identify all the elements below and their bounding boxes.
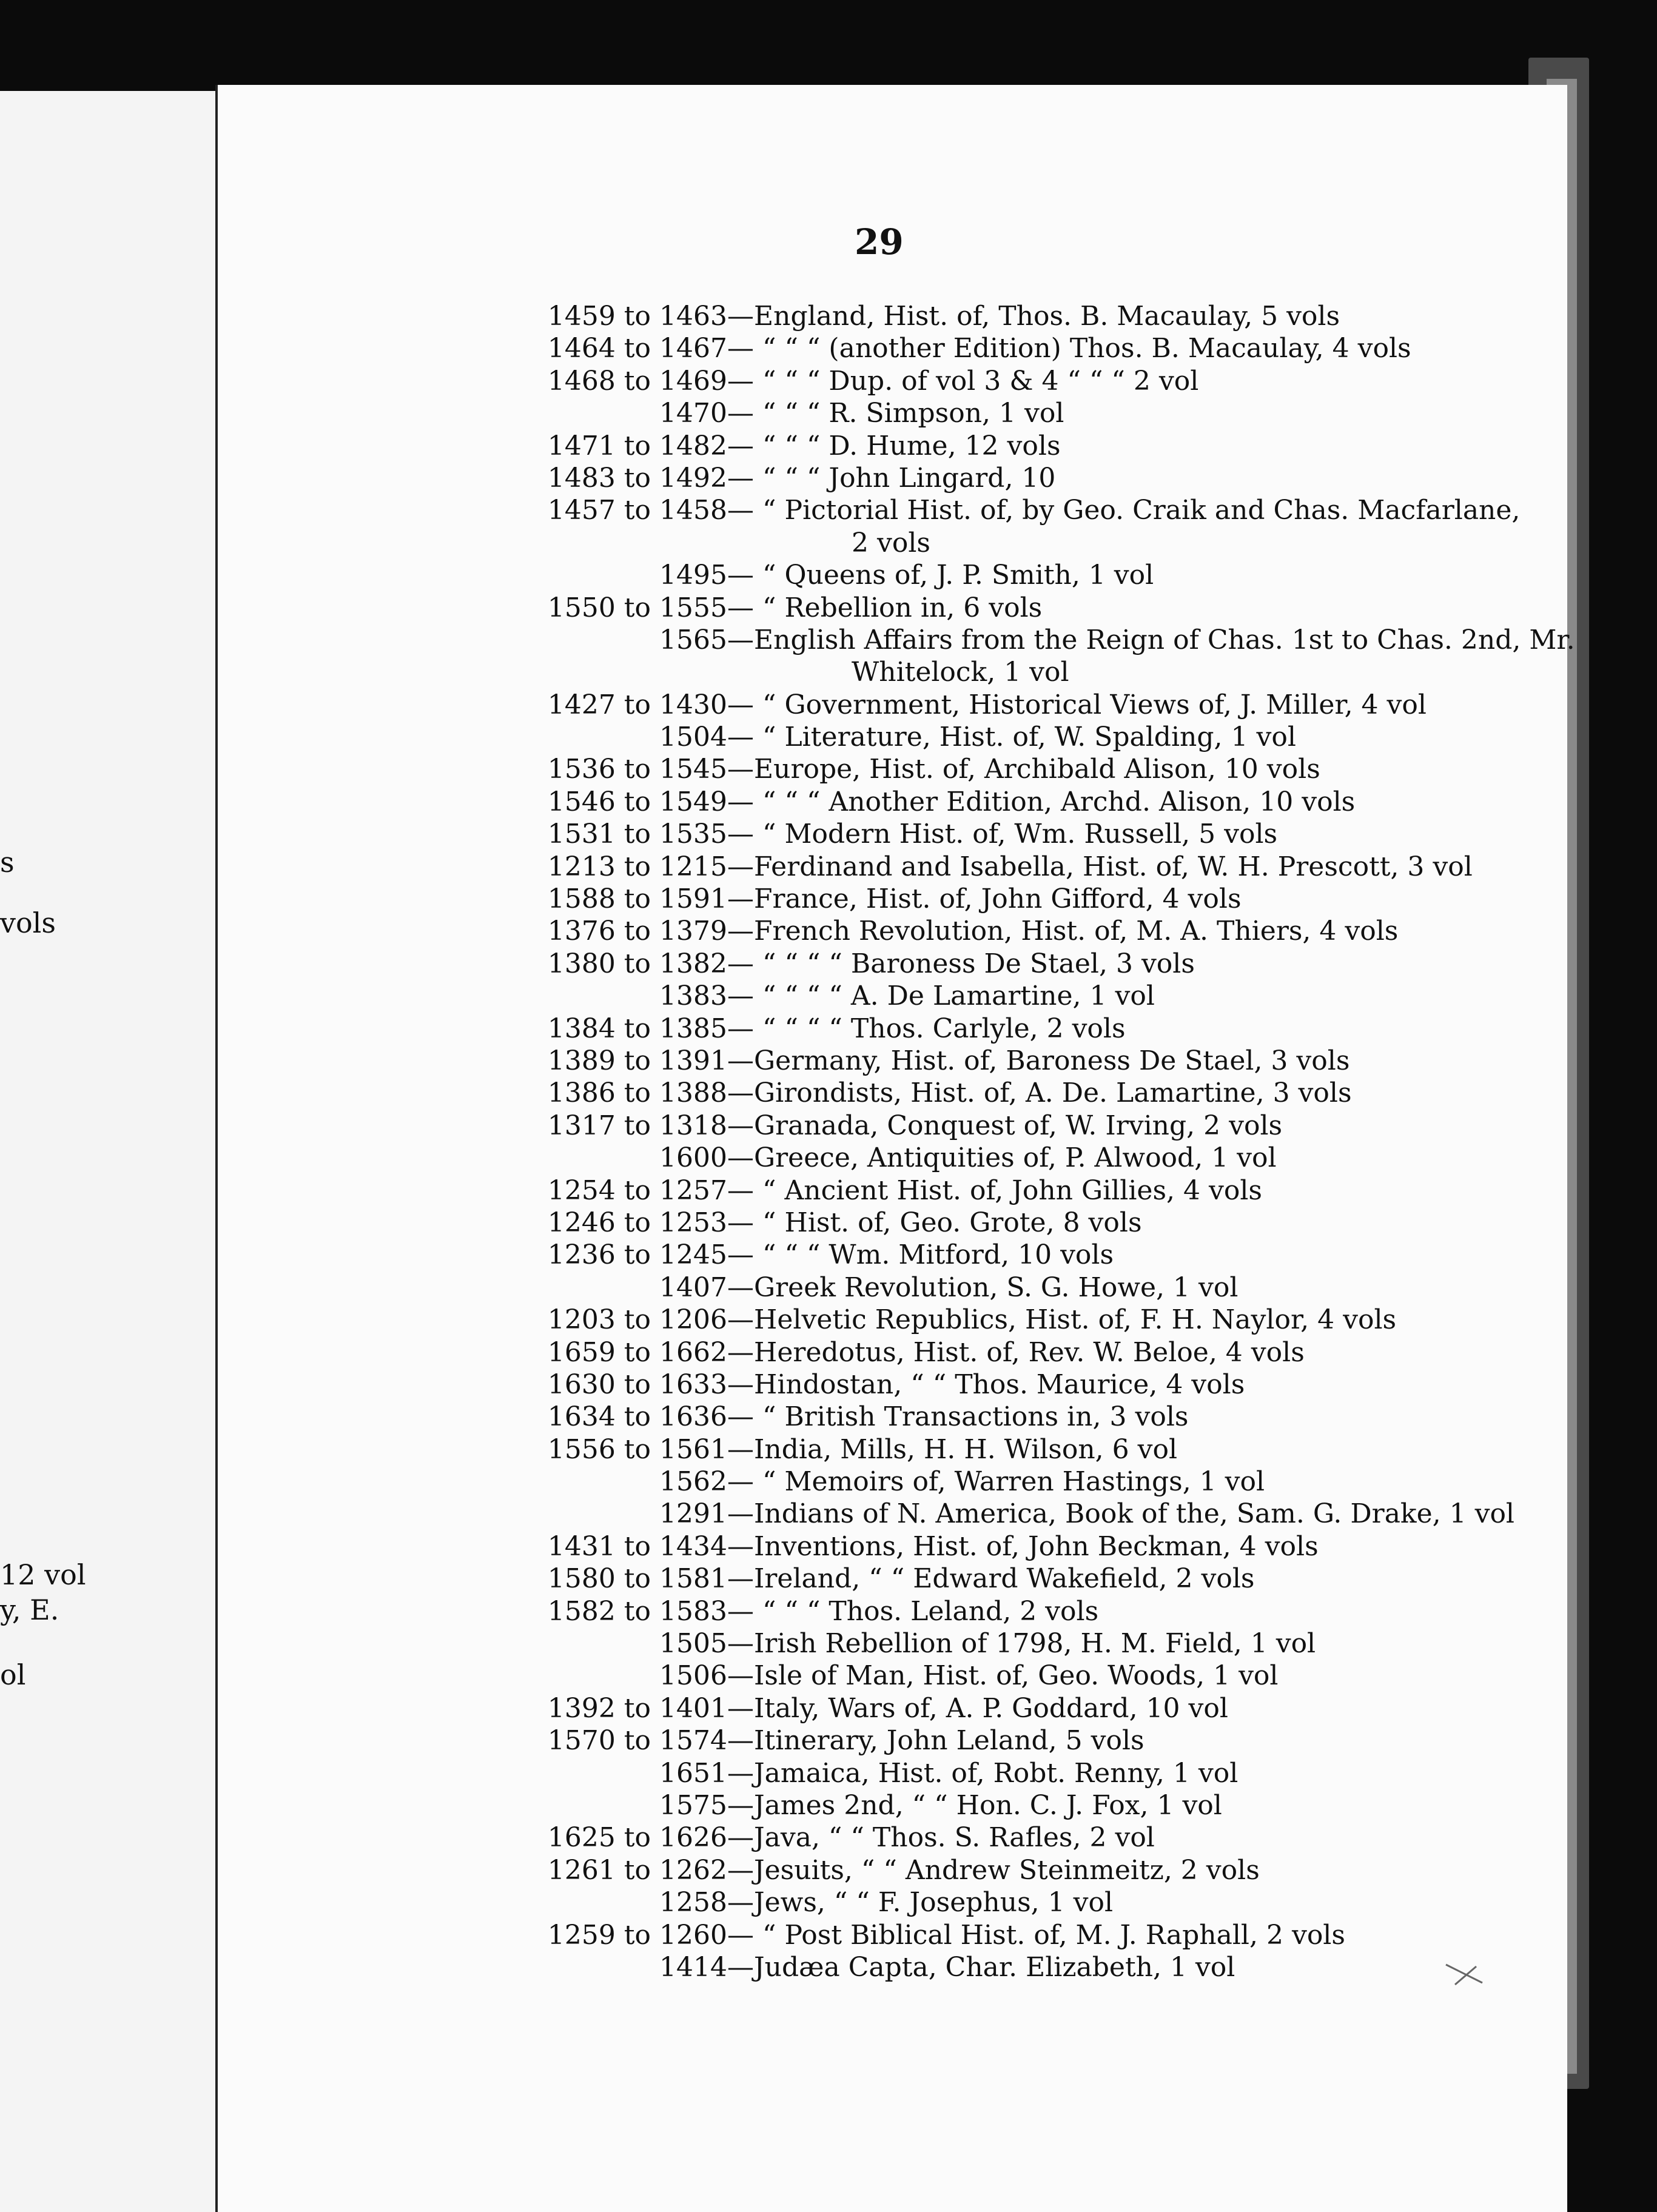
entry-title: — “ “ “ D. Hume, 12 vols [727,430,1061,461]
catalog-entry [218,818,1567,850]
entry-title: — “ “ “ “ Thos. Carlyle, 2 vols [727,1013,1126,1044]
entry-title: —Germany, Hist. of, Baroness De Stael, 3 vols [727,1045,1350,1076]
catalog-entry [218,721,1567,753]
shelf-number: 1565 [659,624,727,655]
catalog-entry [218,1724,1567,1757]
entry-title: —Java, “ “ Thos. S. Rafles, 2 vol [727,1822,1155,1854]
catalog-entry [218,883,1567,915]
shelf-number: 1414 [659,1951,727,1983]
catalog-entry [218,1466,1567,1498]
shelf-number: 1556 to 1561 [547,1433,727,1465]
catalog-entry [218,753,1567,785]
shelf-number: 1659 to 1662 [547,1336,727,1368]
catalog-page [215,85,1575,2212]
entry-title: —Ireland, “ “ Edward Wakefield, 2 vols [727,1563,1255,1595]
shelf-number: 1588 to 1591 [547,883,727,915]
entry-title: —James 2nd, “ “ Hon. C. J. Fox, 1 vol [727,1789,1222,1821]
entry-title: —French Revolution, Hist. of, M. A. Thiers, 4 vols [727,916,1399,947]
shelf-number: 1536 to 1545 [547,754,727,785]
shelf-number: 1634 to 1636 [547,1401,727,1433]
shelf-number: 1258 [659,1887,727,1919]
entry-title: —Granada, Conquest of, W. Irving, 2 vols [727,1110,1283,1141]
shelf-number: 1546 to 1549 [547,786,727,817]
entry-title: —Greek Revolution, S. G. Howe, 1 vol [727,1272,1239,1303]
catalog-entry [218,1595,1567,1627]
page-number: 29 [855,221,904,263]
entry-title: — “ Hist. of, Geo. Grote, 8 vols [727,1207,1142,1238]
shelf-number: 1317 to 1318 [547,1110,727,1141]
shelf-number: 1392 to 1401 [547,1692,727,1724]
shelf-number: 1427 to 1430 [547,689,727,720]
entry-title: —Hindostan, “ “ Thos. Maurice, 4 vols [727,1369,1245,1400]
catalog-entry [218,1045,1567,1077]
shelf-number: 1384 to 1385 [547,1013,727,1044]
shelf-number: 1471 to 1482 [547,430,727,461]
entry-title: —Indians of N. America, Book of the, Sam. G. Drake, 1 vol [727,1498,1514,1530]
catalog-entry [218,656,1567,688]
entry-title: —France, Hist. of, John Gifford, 4 vols [727,883,1242,915]
catalog-entry [218,1660,1567,1692]
catalog-entry [218,1207,1567,1239]
catalog-entry [218,1530,1567,1563]
shelf-number: 1291 [659,1498,727,1530]
shelf-number: 1625 to 1626 [547,1822,727,1854]
pencil-x-mark [1443,1962,1485,1986]
catalog-entry [218,915,1567,947]
entry-title: Whitelock, 1 vol [852,657,1069,688]
shelf-number: 1531 to 1535 [547,819,727,850]
catalog-entry [218,1822,1567,1854]
entry-title: —Greece, Antiquities of, P. Alwood, 1 vol [727,1142,1277,1174]
entry-title: — “ Post Biblical Hist. of, M. J. Raphall, 2 vols [727,1919,1345,1951]
shelf-number: 1380 to 1382 [547,948,727,979]
entry-title: — “ “ “ Thos. Leland, 2 vols [727,1595,1099,1627]
shelf-number: 1600 [659,1142,727,1174]
entry-title: —Irish Rebellion of 1798, H. M. Field, 1 vol [727,1628,1316,1660]
entry-title: —Helvetic Republics, Hist. of, F. H. Naylor, 4 vols [727,1304,1397,1336]
shelf-number: 1389 to 1391 [547,1045,727,1076]
entry-title: — “ “ “ Wm. Mitford, 10 vols [727,1239,1114,1271]
shelf-number: 1407 [659,1272,727,1303]
catalog-entry [218,1239,1567,1271]
catalog-entry [218,365,1567,397]
shelf-number: 1431 to 1434 [547,1530,727,1562]
catalog-entry [218,1110,1567,1142]
catalog-entry [218,462,1567,494]
shelf-number: 1505 [659,1628,727,1660]
entry-title: —Europe, Hist. of, Archibald Alison, 10 vols [727,754,1320,785]
entry-title: —Itinerary, John Leland, 5 vols [727,1725,1144,1757]
catalog-entry [218,1498,1567,1530]
shelf-number: 1383 [659,980,727,1012]
shelf-number: 1259 to 1260 [547,1919,727,1951]
entry-title: — “ “ “ R. Simpson, 1 vol [727,398,1064,429]
entry-title: —Heredotus, Hist. of, Rev. W. Beloe, 4 vols [727,1336,1305,1368]
entry-title: —Jews, “ “ F. Josephus, 1 vol [727,1887,1114,1919]
shelf-number: 1483 to 1492 [547,462,727,494]
catalog-entry [218,1175,1567,1207]
shelf-number: 1580 to 1581 [547,1563,727,1595]
left-page-fragment: vols [0,907,56,939]
shelf-number: 1386 to 1388 [547,1078,727,1109]
entry-title: — “ Queens of, J. P. Smith, 1 vol [727,560,1154,591]
catalog-entries [218,300,1575,1983]
shelf-number: 1630 to 1633 [547,1369,727,1400]
catalog-entry [218,851,1567,883]
shelf-number: 1651 [659,1757,727,1789]
catalog-entry [218,1692,1567,1724]
catalog-entry [218,980,1567,1012]
shelf-number: 1213 to 1215 [547,851,727,882]
entry-title: —English Affairs from the Reign of Chas. 1st to Chas. 2nd, Mr. [727,624,1575,655]
entry-title: —Judæa Capta, Char. Elizabeth, 1 vol [727,1951,1235,1983]
entry-title: —Ferdinand and Isabella, Hist. of, W. H. Prescott, 3 vol [727,851,1473,882]
catalog-entry [218,332,1567,364]
catalog-entry [218,1142,1567,1174]
entry-title: — “ “ “ “ A. De Lamartine, 1 vol [727,980,1155,1012]
shelf-number: 1457 to 1458 [547,495,727,526]
catalog-entry [218,430,1567,462]
entry-title: — “ Modern Hist. of, Wm. Russell, 5 vols [727,819,1278,850]
shelf-number: 1236 to 1245 [547,1239,727,1271]
shelf-number: 1575 [659,1789,727,1821]
facing-page-left [0,91,215,2212]
catalog-entry [218,1757,1567,1789]
shelf-number: 1504 [659,722,727,753]
entry-title: —Girondists, Hist. of, A. De. Lamartine, 3 vols [727,1078,1352,1109]
entry-title: —India, Mills, H. H. Wilson, 6 vol [727,1433,1178,1465]
left-page-fragment: ol [0,1658,26,1691]
entry-title: — “ Memoirs of, Warren Hastings, 1 vol [727,1466,1265,1498]
shelf-number: 1468 to 1469 [547,365,727,397]
shelf-number: 1254 to 1257 [547,1175,727,1206]
catalog-entry [218,689,1567,721]
catalog-entry [218,300,1567,332]
catalog-entry [218,1433,1567,1466]
catalog-entry [218,1336,1567,1369]
catalog-entry [218,1272,1567,1304]
catalog-entry [218,1627,1567,1660]
entry-title: —Inventions, Hist. of, John Beckman, 4 vols [727,1530,1319,1562]
entry-title: —Jesuits, “ “ Andrew Steinmeitz, 2 vols [727,1854,1260,1886]
catalog-entry [218,1401,1567,1433]
entry-title: —Italy, Wars of, A. P. Goddard, 10 vol [727,1692,1228,1724]
entry-title: — “ “ “ “ Baroness De Stael, 3 vols [727,948,1195,979]
left-page-fragment: 12 vol [0,1558,86,1591]
entry-title: — “ Government, Historical Views of, J. Miller, 4 vol [727,689,1427,720]
entry-title: —England, Hist. of, Thos. B. Macaulay, 5 vols [727,301,1340,332]
entry-title: — “ “ “ Another Edition, Archd. Alison, 10 vols [727,786,1356,817]
entry-title: — “ Literature, Hist. of, W. Spalding, 1 vol [727,722,1296,753]
catalog-entry [218,786,1567,818]
catalog-entry [218,948,1567,980]
shelf-number: 1562 [659,1466,727,1498]
catalog-entry [218,624,1575,656]
entry-title: — “ “ “ Dup. of vol 3 & 4 “ “ “ 2 vol [727,365,1199,397]
catalog-entry [218,1013,1567,1045]
entry-title: —Jamaica, Hist. of, Robt. Renny, 1 vol [727,1757,1239,1789]
entry-title: 2 vols [852,527,930,558]
entry-title: — “ Pictorial Hist. of, by Geo. Craik and Chas. Macfarlane, [727,495,1521,526]
catalog-entry [218,1789,1567,1822]
shelf-number: 1495 [659,560,727,591]
entry-title: — “ Rebellion in, 6 vols [727,592,1043,623]
shelf-number: 1464 to 1467 [547,333,727,364]
shelf-number: 1550 to 1555 [547,592,727,623]
catalog-entry [218,527,1567,559]
shelf-number: 1570 to 1574 [547,1725,727,1757]
catalog-entry [218,1563,1567,1595]
catalog-entry [218,397,1567,429]
shelf-number: 1459 to 1463 [547,301,727,332]
shelf-number: 1506 [659,1660,727,1692]
shelf-number: 1246 to 1253 [547,1207,727,1238]
shelf-number: 1582 to 1583 [547,1595,727,1627]
shelf-number: 1203 to 1206 [547,1304,727,1336]
catalog-entry [218,494,1567,526]
catalog-entry [218,592,1567,624]
left-page-fragment: s [0,846,15,879]
catalog-entry [218,1919,1567,1951]
shelf-number: 1376 to 1379 [547,916,727,947]
catalog-entry [218,1886,1567,1919]
shelf-number: 1470 [659,398,727,429]
shelf-number: 1261 to 1262 [547,1854,727,1886]
catalog-entry [218,1951,1567,1983]
entry-title: —Isle of Man, Hist. of, Geo. Woods, 1 vol [727,1660,1279,1692]
entry-title: — “ Ancient Hist. of, John Gillies, 4 vols [727,1175,1262,1206]
catalog-entry [218,1077,1567,1109]
catalog-entry [218,559,1567,591]
catalog-entry [218,1369,1567,1401]
left-page-fragment: y, E. [0,1594,59,1626]
entry-title: — “ British Transactions in, 3 vols [727,1401,1189,1433]
entry-title: — “ “ “ John Lingard, 10 [727,462,1056,494]
catalog-entry [218,1854,1567,1886]
catalog-entry [218,1304,1567,1336]
entry-title: — “ “ “ (another Edition) Thos. B. Macaulay, 4 vols [727,333,1411,364]
